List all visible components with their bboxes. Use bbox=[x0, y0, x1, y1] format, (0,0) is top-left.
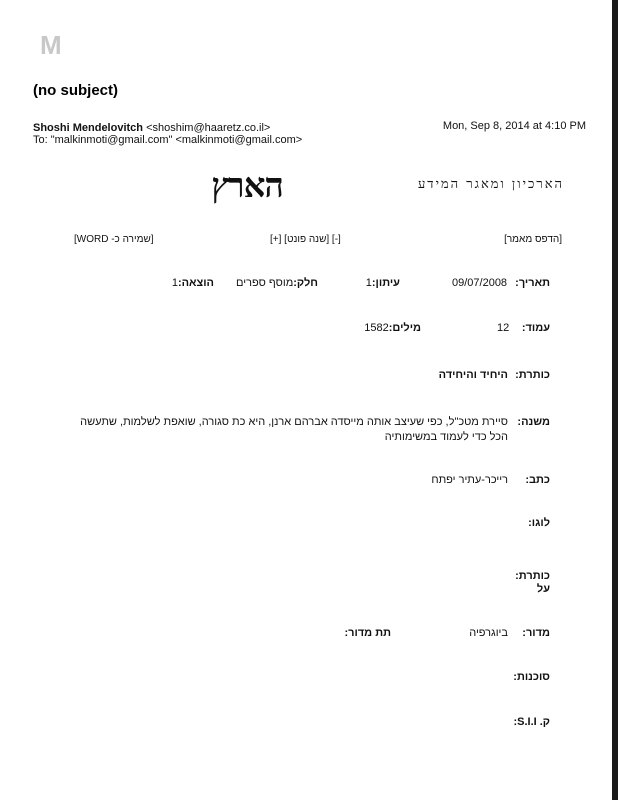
column-label: מדור: bbox=[522, 627, 550, 639]
sii-label: ק. S.I.I: bbox=[513, 716, 550, 728]
date-value: 09/07/2008 bbox=[452, 277, 508, 289]
section-label: חלק: bbox=[293, 277, 318, 289]
scan-edge bbox=[612, 0, 618, 800]
subtitle-line-2: הכל כדי לעמוד במשימותיה bbox=[384, 431, 508, 443]
agencies-label: סוכנות: bbox=[513, 671, 550, 683]
heading-on-label-2: על bbox=[536, 583, 550, 595]
author-value: רייכר-עתיר יפתח bbox=[431, 474, 508, 486]
haaretz-logo: הארץ bbox=[211, 166, 283, 206]
logo-label: לוגו: bbox=[528, 517, 550, 529]
words-label: מילים: bbox=[388, 322, 421, 334]
print-article-link[interactable]: [הדפס מאמר] bbox=[504, 234, 562, 245]
section-value: מוסף ספרים bbox=[236, 277, 294, 289]
section-field bbox=[236, 277, 318, 289]
heading-on-label: כותרת: bbox=[515, 570, 550, 582]
column-value: ביוגרפיה bbox=[469, 627, 508, 639]
words-field bbox=[364, 322, 421, 334]
page-value: 12 bbox=[497, 322, 510, 334]
subtitle-label: משנה: bbox=[517, 416, 550, 428]
page-label: עמוד: bbox=[521, 322, 550, 334]
font-size-control[interactable]: [-] [שנה פונט] [+] bbox=[270, 234, 341, 245]
paper-label: עיתון: bbox=[371, 277, 400, 289]
subtitle-line-1: סיירת מטכ"ל, כפי שעיצב אותה מייסדה אברהם ארנן, היא כת סגורה, שואפת לשלמות, שתעשה bbox=[80, 416, 508, 428]
title-value: היחיד והיחידה bbox=[438, 369, 508, 381]
sender-email: <shoshim@haaretz.co.il> bbox=[146, 122, 271, 134]
edition-value: 1 bbox=[171, 277, 178, 289]
save-as-word-link[interactable]: [שמירה כ- WORD] bbox=[74, 234, 154, 245]
paper-value: 1 bbox=[365, 277, 372, 289]
words-value: 1582 bbox=[364, 322, 389, 334]
email-date: Mon, Sep 8, 2014 at 4:10 PM bbox=[442, 120, 586, 132]
date-label: תאריך: bbox=[515, 277, 550, 289]
recipient-line: To: "malkinmoti@gmail.com" <malkinmoti@gmail.com> bbox=[33, 134, 303, 146]
sender-name: Shoshi Mendelovitch bbox=[33, 122, 144, 134]
subcolumn-label: תת מדור: bbox=[344, 627, 391, 639]
email-subject: (no subject) bbox=[33, 82, 118, 99]
archive-title: הארכיון ומאגר המידע bbox=[417, 177, 564, 192]
edition-label: הוצאה: bbox=[177, 277, 214, 289]
author-label: כתב: bbox=[525, 474, 550, 486]
title-label: כותרת: bbox=[515, 369, 550, 381]
gmail-logo: M bbox=[40, 30, 63, 60]
paper-field bbox=[366, 277, 400, 289]
edition-field bbox=[172, 277, 214, 289]
sender-line bbox=[33, 122, 270, 134]
